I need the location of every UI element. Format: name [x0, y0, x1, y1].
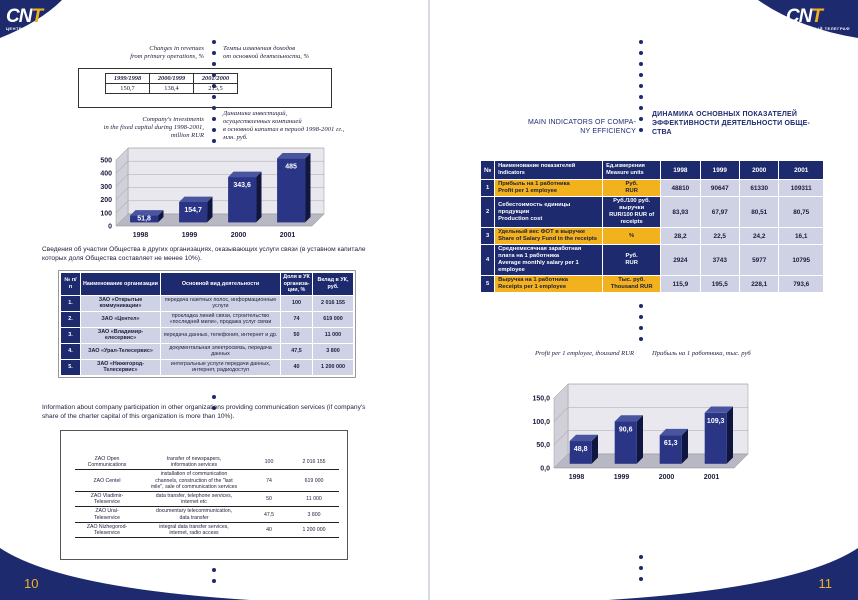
- indicator-value: 22,5: [700, 228, 739, 245]
- col-header-year: 1999: [700, 161, 739, 180]
- indicators-heading-ru: ДИНАМИКА ОСНОВНЫХ ПОКАЗАТЕЛЕЙ ЭФФЕКТИВНОСТИ ДЕЯТЕЛЬНОСТИ ОБЩЕ- СТВА: [652, 111, 811, 136]
- org-name: ЗАО «Владимир-елесервис»: [81, 327, 161, 343]
- row-number: 4: [481, 245, 495, 276]
- indicator-value: 28,2: [661, 228, 700, 245]
- table-row: [75, 522, 339, 537]
- indicator-name-ru: Выручка на 1 работника: [498, 277, 568, 283]
- indicator-value: 109311: [779, 180, 824, 197]
- investments-chart: [92, 144, 342, 244]
- share: 74: [281, 311, 313, 327]
- unit-ru: Руб./100 руб. выручки: [613, 198, 651, 211]
- indicator-name-ru: Удельный вес ФОТ в выручке: [498, 229, 586, 235]
- x-tick-label: 2000: [230, 232, 247, 239]
- col-header-year: 1998: [661, 161, 700, 180]
- table-row: [481, 276, 824, 293]
- indicator-value: 48810: [661, 180, 700, 197]
- indicator-value: 80,51: [740, 197, 779, 228]
- bottom-corner-decoration: [608, 548, 858, 600]
- indicator-name-en: Average monthly salary per 1 employee: [498, 260, 579, 273]
- share: 100: [249, 455, 289, 470]
- share: 40: [249, 522, 289, 537]
- table-row: [481, 180, 824, 197]
- table-row: [75, 507, 339, 522]
- chart-side-wall: [116, 148, 128, 226]
- measure-unit: [603, 276, 661, 293]
- table-row: [61, 311, 354, 327]
- unit-ru: Руб.: [625, 253, 638, 259]
- participation-intro-ru: Сведения об участии Общества в других организациях, оказывающих услуги связи (в уставном капитале которых доля Общества составляет не менее 10%).: [42, 246, 366, 262]
- row-number: 3.: [61, 327, 81, 343]
- logo-mark-left: CN: [6, 6, 32, 27]
- indicator-name: [495, 180, 603, 197]
- row-number: 2.: [61, 311, 81, 327]
- indicator-value: 80,75: [779, 197, 824, 228]
- row-number: 5: [481, 276, 495, 293]
- indicator-value: 195,5: [700, 276, 739, 293]
- chart-side-wall: [554, 384, 568, 468]
- logo-mark-right: T: [31, 6, 43, 27]
- row-number: 5.: [61, 359, 81, 375]
- row-number: 2: [481, 197, 495, 228]
- y-tick-label: 200: [100, 197, 112, 205]
- divider-dots: [639, 40, 643, 139]
- table-row: [61, 343, 354, 359]
- col-header: Основной вид деятельности: [161, 273, 281, 296]
- col-header-year: 2001: [779, 161, 824, 180]
- participation-table-ru: [60, 272, 354, 376]
- x-tick-label: 2001: [279, 232, 296, 239]
- growth-caption-en: Changes in revenues from primary operations, %: [130, 45, 204, 60]
- bar-top: [277, 153, 310, 158]
- bar-top: [179, 197, 212, 202]
- activity: data transfer, telephone services, internet etc: [139, 492, 249, 507]
- bar-value-label: 343,6: [233, 182, 251, 190]
- unit-ru: Тыс. руб.: [618, 277, 645, 283]
- x-tick-label: 1999: [181, 232, 198, 239]
- growth-value: 150,7: [106, 84, 150, 94]
- contribution: 1 200 000: [289, 522, 339, 537]
- table-row: [481, 197, 824, 228]
- bar-value-label: 90,6: [618, 426, 633, 434]
- col-header: Наименование организации: [81, 273, 161, 296]
- indicator-name: [495, 276, 603, 293]
- growth-table-frame: [78, 68, 332, 108]
- measure-unit: [603, 228, 661, 245]
- contribution: 3 800: [313, 343, 354, 359]
- org-name: ЗАО «Урал-Телесервис»: [81, 343, 161, 359]
- right-page: [430, 0, 858, 600]
- divider-dots: [639, 555, 643, 588]
- growth-table: [105, 73, 238, 94]
- growth-header: 2001/2000: [194, 74, 238, 84]
- activity: installation of communication channels, construction of the "last mile", sale of communication services: [139, 470, 249, 492]
- col-header: № п/п: [61, 273, 81, 296]
- table-row: [61, 359, 354, 375]
- table-row: [61, 327, 354, 343]
- indicator-value: 793,6: [779, 276, 824, 293]
- indicator-value: 83,93: [661, 197, 700, 228]
- bar-value-label: 61,3: [663, 440, 678, 448]
- col-header: Доля в УК организа-ции, %: [281, 273, 313, 296]
- table-row: [75, 492, 339, 507]
- table-row: [75, 455, 339, 470]
- unit-ru: %: [629, 232, 635, 239]
- table-row: [481, 245, 824, 276]
- indicator-value: 228,1: [740, 276, 779, 293]
- left-page: [0, 0, 428, 600]
- activity: документальная электросвязь, передача данных: [161, 343, 281, 359]
- bar-value-label: 154,7: [184, 206, 202, 214]
- indicators-table: [480, 160, 824, 293]
- growth-value: 138,4: [150, 84, 194, 94]
- contribution: 11 000: [313, 327, 354, 343]
- indicator-name-en: Share of Salary Fund in the receipts: [498, 236, 598, 242]
- org-name: ЗАО «Нижегород-Телесервис»: [81, 359, 161, 375]
- activity: transfer of newspapers, information services: [139, 455, 249, 470]
- unit-en: Thousand RUR: [610, 284, 653, 290]
- participation-table-en-frame: [60, 430, 348, 560]
- row-number: 4.: [61, 343, 81, 359]
- col-header: Вклад в УК, руб.: [313, 273, 354, 296]
- bar-value-label: 48,8: [573, 446, 588, 454]
- x-tick-label: 1999: [613, 474, 630, 481]
- indicator-value: 61330: [740, 180, 779, 197]
- participation-table-en: [75, 455, 339, 538]
- logo-mark-right: T: [811, 6, 823, 27]
- indicator-value: 16,1: [779, 228, 824, 245]
- indicator-name-ru: Среднемесячная заработная плата на 1 работника: [498, 246, 582, 259]
- bar-value-label: 485: [285, 163, 297, 171]
- investments-caption-en: Company's investments in the fixed capital during 1998-2001, million RUR: [103, 116, 204, 139]
- y-tick-label: 300: [100, 183, 112, 191]
- share: 74: [249, 470, 289, 492]
- unit-ru: Руб.: [625, 181, 638, 187]
- y-tick-label: 100,0: [532, 418, 550, 426]
- table-row: [481, 228, 824, 245]
- indicator-value: 5977: [740, 245, 779, 276]
- indicator-name: [495, 228, 603, 245]
- indicator-value: 2924: [661, 245, 700, 276]
- row-number: 1: [481, 180, 495, 197]
- logo-subtitle: ЦЕНТРАЛЬНЫЙ ТЕЛЕГРАФ: [6, 26, 71, 31]
- org-name: ZAO Open Communications: [75, 455, 139, 470]
- brand-logo: [6, 6, 70, 31]
- indicator-value: 10795: [779, 245, 824, 276]
- indicator-name-en: Receipts per 1 employee: [498, 284, 567, 290]
- table-row: [61, 295, 354, 311]
- unit-en: RUR/100 RUR of receipts: [609, 212, 655, 225]
- logo-subtitle: ЦЕНТРАЛЬНЫЙ ТЕЛЕГРАФ: [785, 26, 850, 31]
- y-tick-label: 0: [108, 223, 112, 231]
- col-header: №: [481, 161, 495, 180]
- share: 40: [281, 359, 313, 375]
- indicator-value: 90647: [700, 180, 739, 197]
- logo-mark-left: CN: [785, 6, 812, 27]
- brand-logo: [786, 6, 850, 31]
- bar-side: [637, 415, 643, 464]
- bar-side: [727, 406, 733, 463]
- row-number: 3: [481, 228, 495, 245]
- activity: integral data transfer services, internet, radio access: [139, 522, 249, 537]
- indicators-heading-en: MAIN INDICATORS OF COMPA- NY EFFICIENCY: [527, 119, 636, 135]
- activity: documentary telecommunication, data transfer: [139, 507, 249, 522]
- page-number: 10: [24, 576, 39, 591]
- profit-chart: [520, 380, 760, 490]
- indicator-name: [495, 245, 603, 276]
- org-name: ZAO Vladimir- Teleservice: [75, 492, 139, 507]
- activity: передача данных, телефония, интернет и др.: [161, 327, 281, 343]
- divider-dots: [212, 568, 216, 590]
- measure-unit: [603, 245, 661, 276]
- table-row: [75, 470, 339, 492]
- participation-table-frame: [58, 270, 356, 378]
- y-tick-label: 100: [100, 210, 112, 218]
- y-tick-label: 50,0: [536, 442, 550, 450]
- divider-dots: [639, 304, 643, 348]
- profit-caption-ru: Прибыль на 1 работника, тыс. руб: [652, 350, 751, 357]
- x-tick-label: 2000: [658, 474, 675, 481]
- y-tick-label: 0,0: [540, 465, 550, 473]
- indicator-value: 24,2: [740, 228, 779, 245]
- bar-value-label: 109,3: [706, 417, 725, 425]
- row-number: 1.: [61, 295, 81, 311]
- contribution: 619 000: [289, 470, 339, 492]
- activity: передача газетных полос, информационные услуги: [161, 295, 281, 311]
- x-tick-label: 1998: [568, 474, 585, 481]
- contribution: 2 016 155: [289, 455, 339, 470]
- share: 50: [281, 327, 313, 343]
- y-tick-label: 400: [100, 170, 112, 178]
- indicator-value: 67,97: [700, 197, 739, 228]
- growth-header: 1999/1998: [106, 74, 150, 84]
- x-tick-label: 2001: [703, 474, 720, 481]
- unit-en: RUR: [625, 188, 638, 194]
- y-tick-label: 150,0: [532, 395, 550, 403]
- share: 50: [249, 492, 289, 507]
- col-header-indicators: Наименование показателей Indicators: [495, 161, 603, 180]
- col-header-units: Ед.измерения Measure units: [603, 161, 661, 180]
- growth-header: 2000/1999: [150, 74, 194, 84]
- contribution: 1 200 000: [313, 359, 354, 375]
- measure-unit: [603, 180, 661, 197]
- org-name: ЗАО «Открытые коммуникации»: [81, 295, 161, 311]
- measure-unit: [603, 197, 661, 228]
- bar-side: [305, 153, 310, 222]
- indicator-value: 3743: [700, 245, 739, 276]
- indicator-value: 115,9: [661, 276, 700, 293]
- indicator-name-ru: Прибыль на 1 работника: [498, 181, 570, 187]
- share: 47,5: [249, 507, 289, 522]
- bar-side: [256, 172, 261, 223]
- bar-top: [228, 172, 261, 177]
- col-header-year: 2000: [740, 161, 779, 180]
- x-tick-label: 1998: [132, 232, 149, 239]
- share: 100: [281, 295, 313, 311]
- indicator-name-en: Production cost: [498, 215, 543, 222]
- contribution: 3 800: [289, 507, 339, 522]
- participation-intro-en: Information about company participation in other organizations providing communication services (if company's share of the charter capital of this organization is more than 10%).: [42, 404, 366, 420]
- investments-caption-ru: Динамика инвестиций, осуществленных компанией в основной капитал в период 1998-2001 гг., млн. руб.: [223, 110, 345, 141]
- org-name: ZAO Nizhegorod- Teleservice: [75, 522, 139, 537]
- y-tick-label: 500: [100, 157, 112, 165]
- page-number: 11: [818, 576, 832, 591]
- org-name: ЗАО «Центел»: [81, 311, 161, 327]
- contribution: 2 016 155: [313, 295, 354, 311]
- unit-en: RUR: [625, 260, 638, 266]
- growth-value: 215,5: [194, 84, 238, 94]
- growth-caption-ru: Темпы изменения доходов от основной деятельности, %: [223, 45, 310, 60]
- share: 47,5: [281, 343, 313, 359]
- indicator-name: [495, 197, 603, 228]
- indicator-name-ru: Себестоимость единицы продукции: [498, 201, 571, 215]
- org-name: ZAO Centel: [75, 470, 139, 492]
- indicator-name-en: Profit per 1 employee: [498, 188, 558, 194]
- activity: прокладка линий связи, строительство «последней мили», продажа услуг связи: [161, 311, 281, 327]
- contribution: 619 000: [313, 311, 354, 327]
- profit-caption-en: Profit per 1 employee, thousand RUR: [534, 350, 634, 357]
- contribution: 11 000: [289, 492, 339, 507]
- org-name: ZAO Ural- Teleservice: [75, 507, 139, 522]
- bar-value-label: 51,8: [137, 215, 151, 223]
- activity: интегральные услуги передачи данных, интернет, радиодоступ: [161, 359, 281, 375]
